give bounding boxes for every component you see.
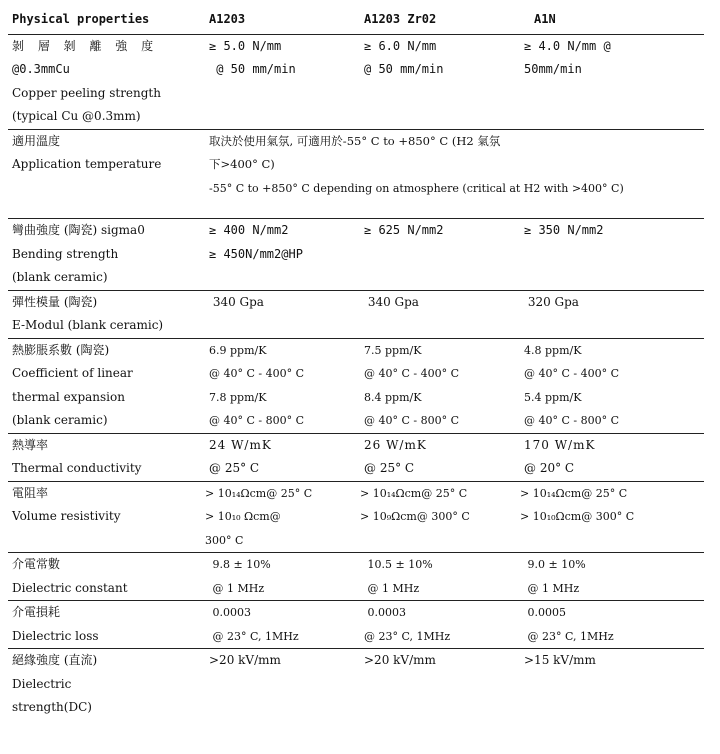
row-thermal-conductivity <box>8 433 704 481</box>
value-line: @ 40° C - 800° C <box>209 414 305 427</box>
value-line: 7.5 ppm/K <box>364 343 422 357</box>
value-line: @ 40° C - 400° C <box>209 367 305 380</box>
value-al2o3 <box>205 219 360 291</box>
value-al2o3-zro2 <box>360 34 520 129</box>
value-line: @ 1 MHz <box>524 581 580 595</box>
value-aln <box>520 34 704 129</box>
property-label <box>8 219 205 291</box>
label-line: 絕緣強度 (直流) <box>12 653 98 667</box>
value-line: 170 W/mK <box>524 437 596 452</box>
label-line: Volume resistivity <box>12 509 121 523</box>
value-line: ≥ 4.0 N/mm @ <box>524 38 611 53</box>
label-line <box>12 529 203 553</box>
property-label <box>8 601 205 649</box>
value-aln <box>520 290 704 338</box>
value-line: 4.8 ppm/K <box>524 343 582 357</box>
value-line: 0.0003 <box>364 606 406 619</box>
label-line: 剝 層 剝 離 強 度 <box>12 38 159 53</box>
value-line: ≥ 350 N/mm2 <box>524 223 604 237</box>
value-al2o3 <box>205 649 360 720</box>
value-line: 下>400° C) <box>209 157 275 171</box>
value-line: > 10₁₀Ωcm@ 300° C <box>520 510 635 523</box>
value-aln <box>520 481 704 553</box>
label-line: 電阻率 <box>12 485 49 500</box>
spacer <box>209 200 702 218</box>
table-header-row <box>8 6 704 34</box>
value-line: >20 kV/mm <box>364 653 436 667</box>
value-line: @ 23° C, 1MHz <box>209 629 299 643</box>
value-line: @ 23° C, 1MHz <box>524 629 614 643</box>
label-line: 彈性模量 (陶瓷) <box>12 294 98 309</box>
value-line: 9.0 ± 10% <box>524 558 586 571</box>
row-copper-peeling-strength <box>8 34 704 129</box>
value-line: @ 40° C - 400° C <box>364 367 460 380</box>
value-line: @ 40° C - 800° C <box>364 414 460 427</box>
value-line: 300° C <box>205 533 244 547</box>
property-label <box>8 649 205 720</box>
property-label <box>8 433 205 481</box>
value-al2o3-zro2 <box>360 338 520 433</box>
label-line: 適用溫度 <box>12 133 61 148</box>
property-label <box>8 553 205 601</box>
header-al2o3-zro2: A1203 Zr02 <box>364 12 437 26</box>
value-aln <box>520 338 704 433</box>
value-line: ≥ 5.0 N/mm <box>209 38 282 53</box>
label-line: Dielectric <box>12 676 72 691</box>
value-line: > 10₁₀ Ωcm@ <box>205 510 281 523</box>
value-al2o3-zro2 <box>360 649 520 720</box>
value-line: ≥ 6.0 N/mm <box>364 38 437 53</box>
value-aln <box>520 649 704 720</box>
label-line: E-Modul (blank ceramic) <box>12 318 164 332</box>
value-line: @ 25° C <box>364 461 415 475</box>
value-line: 9.8 ± 10% <box>209 558 271 571</box>
row-application-temperature <box>8 129 704 219</box>
value-line: ≥ 450N/mm2@HP <box>209 246 303 261</box>
value-al2o3-zro2 <box>360 219 520 291</box>
label-line: 熱導率 <box>12 437 49 452</box>
value-al2o3 <box>205 290 360 338</box>
value-al2o3 <box>205 553 360 601</box>
label-line: (typical Cu @0.3mm) <box>12 109 141 123</box>
label-line: Coefficient of linear <box>12 366 133 380</box>
property-label <box>8 290 205 338</box>
value-line: >20 kV/mm <box>209 653 281 667</box>
label-line: 介電常數 <box>12 557 61 571</box>
value-line: 6.9 ppm/K <box>209 343 267 357</box>
value-line: @ 1 MHz <box>364 581 420 595</box>
label-line: 介電損耗 <box>12 605 61 619</box>
value-line: 340 Gpa <box>364 294 419 309</box>
value-line: > 10₁₄Ωcm@ 25° C <box>205 486 313 500</box>
value-line: ≥ 625 N/mm2 <box>364 223 444 237</box>
value-line: 340 Gpa <box>209 294 264 309</box>
label-line <box>12 177 203 201</box>
label-line: Thermal conductivity <box>12 461 142 475</box>
value-line: 24 W/mK <box>209 437 272 452</box>
value-line: @ 40° C - 400° C <box>524 367 620 380</box>
header-aln: A1N <box>534 12 556 26</box>
value-aln <box>520 601 704 649</box>
row-dielectric-loss <box>8 601 704 649</box>
label-line: (blank ceramic) <box>12 413 108 427</box>
properties-document <box>8 6 704 720</box>
value-line: 5.4 ppm/K <box>524 390 582 404</box>
value-line: ≥ 400 N/mm2 <box>209 223 289 237</box>
value-al2o3-zro2 <box>360 481 520 553</box>
row-volume-resistivity <box>8 481 704 553</box>
value-line: 取決於使用氣氛, 可適用於-55° C to +850° C (H2 氣氛 <box>209 133 501 148</box>
label-line: strength(DC) <box>12 700 92 714</box>
value-al2o3-zro2 <box>360 601 520 649</box>
value-line: 50mm/min <box>524 62 582 76</box>
label-line: Application temperature <box>12 157 162 171</box>
row-dielectric-constant <box>8 553 704 601</box>
value-al2o3 <box>205 433 360 481</box>
row-thermal-expansion <box>8 338 704 433</box>
value-line: 0.0005 <box>524 606 566 619</box>
value-line: 10.5 ± 10% <box>364 558 433 571</box>
value-line: @ 25° C <box>209 461 260 475</box>
value-line: 26 W/mK <box>364 437 427 452</box>
label-line: Copper peeling strength <box>12 85 161 100</box>
row-bending-strength <box>8 219 704 291</box>
value-line: @ 1 MHz <box>209 581 265 595</box>
value-al2o3-zro2 <box>360 553 520 601</box>
label-line: Bending strength <box>12 246 119 261</box>
value-line: @ 20° C <box>524 461 575 475</box>
label-line: Dielectric constant <box>12 580 128 595</box>
value-line: -55° C to +850° C depending on atmosphere (critical at H2 with >400° C) <box>209 181 624 195</box>
value-aln <box>520 219 704 291</box>
value-all-materials <box>205 129 704 219</box>
header-al2o3: A1203 <box>209 12 246 26</box>
label-line: (blank ceramic) <box>12 270 108 284</box>
value-line: > 10₁₄Ωcm@ 25° C <box>520 486 628 500</box>
value-al2o3-zro2 <box>360 433 520 481</box>
label-line: Dielectric loss <box>12 628 99 643</box>
header-physical-properties: Physical properties <box>12 12 150 26</box>
value-al2o3 <box>205 481 360 553</box>
property-label <box>8 34 205 129</box>
label-line: thermal expansion <box>12 389 125 404</box>
value-line: @ 50 mm/min <box>364 62 444 76</box>
value-aln <box>520 553 704 601</box>
value-line: @ 40° C - 800° C <box>524 414 620 427</box>
value-aln <box>520 433 704 481</box>
value-al2o3-zro2 <box>360 290 520 338</box>
row-e-modul <box>8 290 704 338</box>
property-label <box>8 481 205 553</box>
value-line: 8.4 ppm/K <box>364 390 422 404</box>
value-line: 320 Gpa <box>524 294 579 309</box>
property-label <box>8 129 205 219</box>
value-line: @ 50 mm/min <box>209 62 296 76</box>
label-line: 熱膨脹系數 (陶瓷) <box>12 342 110 357</box>
value-al2o3 <box>205 601 360 649</box>
value-al2o3 <box>205 34 360 129</box>
label-line: @0.3mmCu <box>12 62 70 76</box>
value-line: >15 kV/mm <box>524 653 596 667</box>
value-line: 7.8 ppm/K <box>209 390 267 404</box>
value-line: 0.0003 <box>209 606 251 619</box>
property-label <box>8 338 205 433</box>
row-dielectric-strength <box>8 649 704 720</box>
value-line: > 10₁₄Ωcm@ 25° C <box>360 486 468 500</box>
properties-table <box>8 6 704 720</box>
value-line: > 10₉Ωcm@ 300° C <box>360 510 470 523</box>
value-al2o3 <box>205 338 360 433</box>
value-line: @ 23° C, 1MHz <box>364 629 451 643</box>
label-line: 彎曲強度 (陶瓷) sigma0 <box>12 223 145 237</box>
